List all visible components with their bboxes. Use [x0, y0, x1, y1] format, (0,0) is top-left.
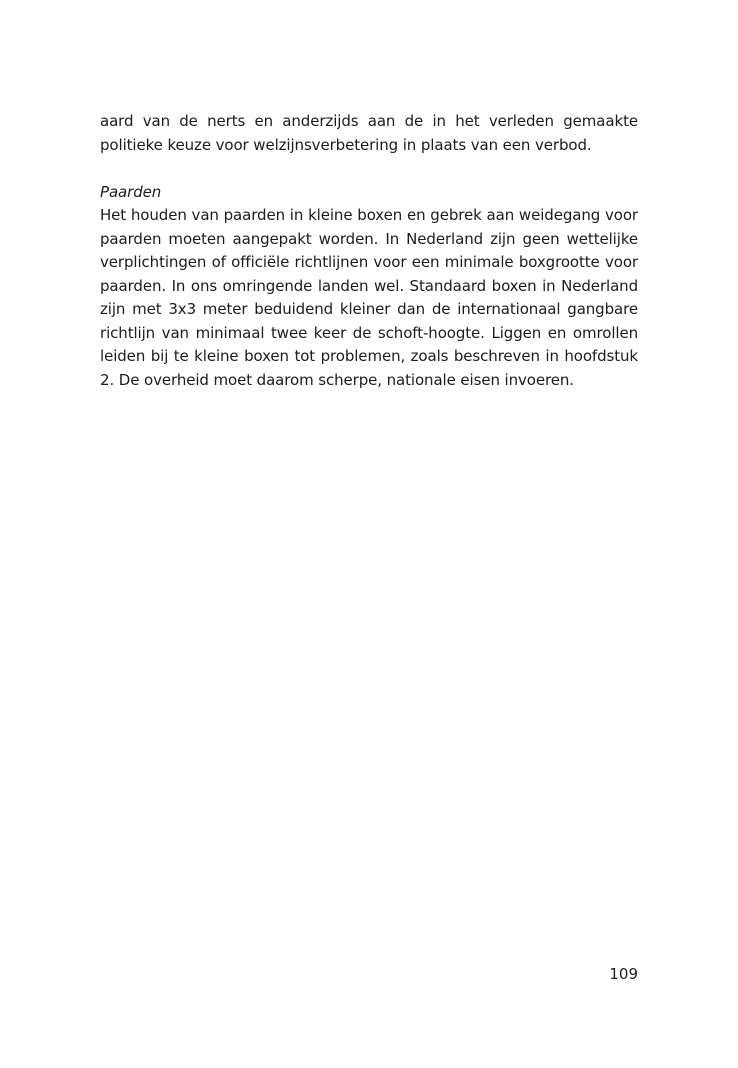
paragraph-horses: Het houden van paarden in kleine boxen en gebrek aan weidegang voor paarden moeten aangepakt worden. In Nederland zijn geen wettelijke verplichtingen of officiële richtlijnen voor een minimale boxgrootte voor paarden. In ons omringende landen wel. Standaard boxen in Nederland zijn met 3x3 meter beduidend kleiner dan de internationaal gangbare richtlijn van minimaal twee keer de schoft-hoogte. Liggen en omrollen leiden bij te kleine boxen tot problemen, zoals beschreven in hoofdstuk 2. De overheid moet daarom scherpe, nationale eisen invoeren. — [100, 206, 638, 389]
section-heading: Paarden — [100, 182, 162, 201]
page-number: 109 — [609, 965, 638, 983]
paragraph-continuation: aard van de nerts en anderzijds aan de in het verleden gemaakte politieke keuze voor welzijnsverbetering in plaats van een verbod. — [100, 112, 638, 154]
text-column — [100, 110, 638, 392]
paragraph-spacer — [100, 157, 638, 181]
